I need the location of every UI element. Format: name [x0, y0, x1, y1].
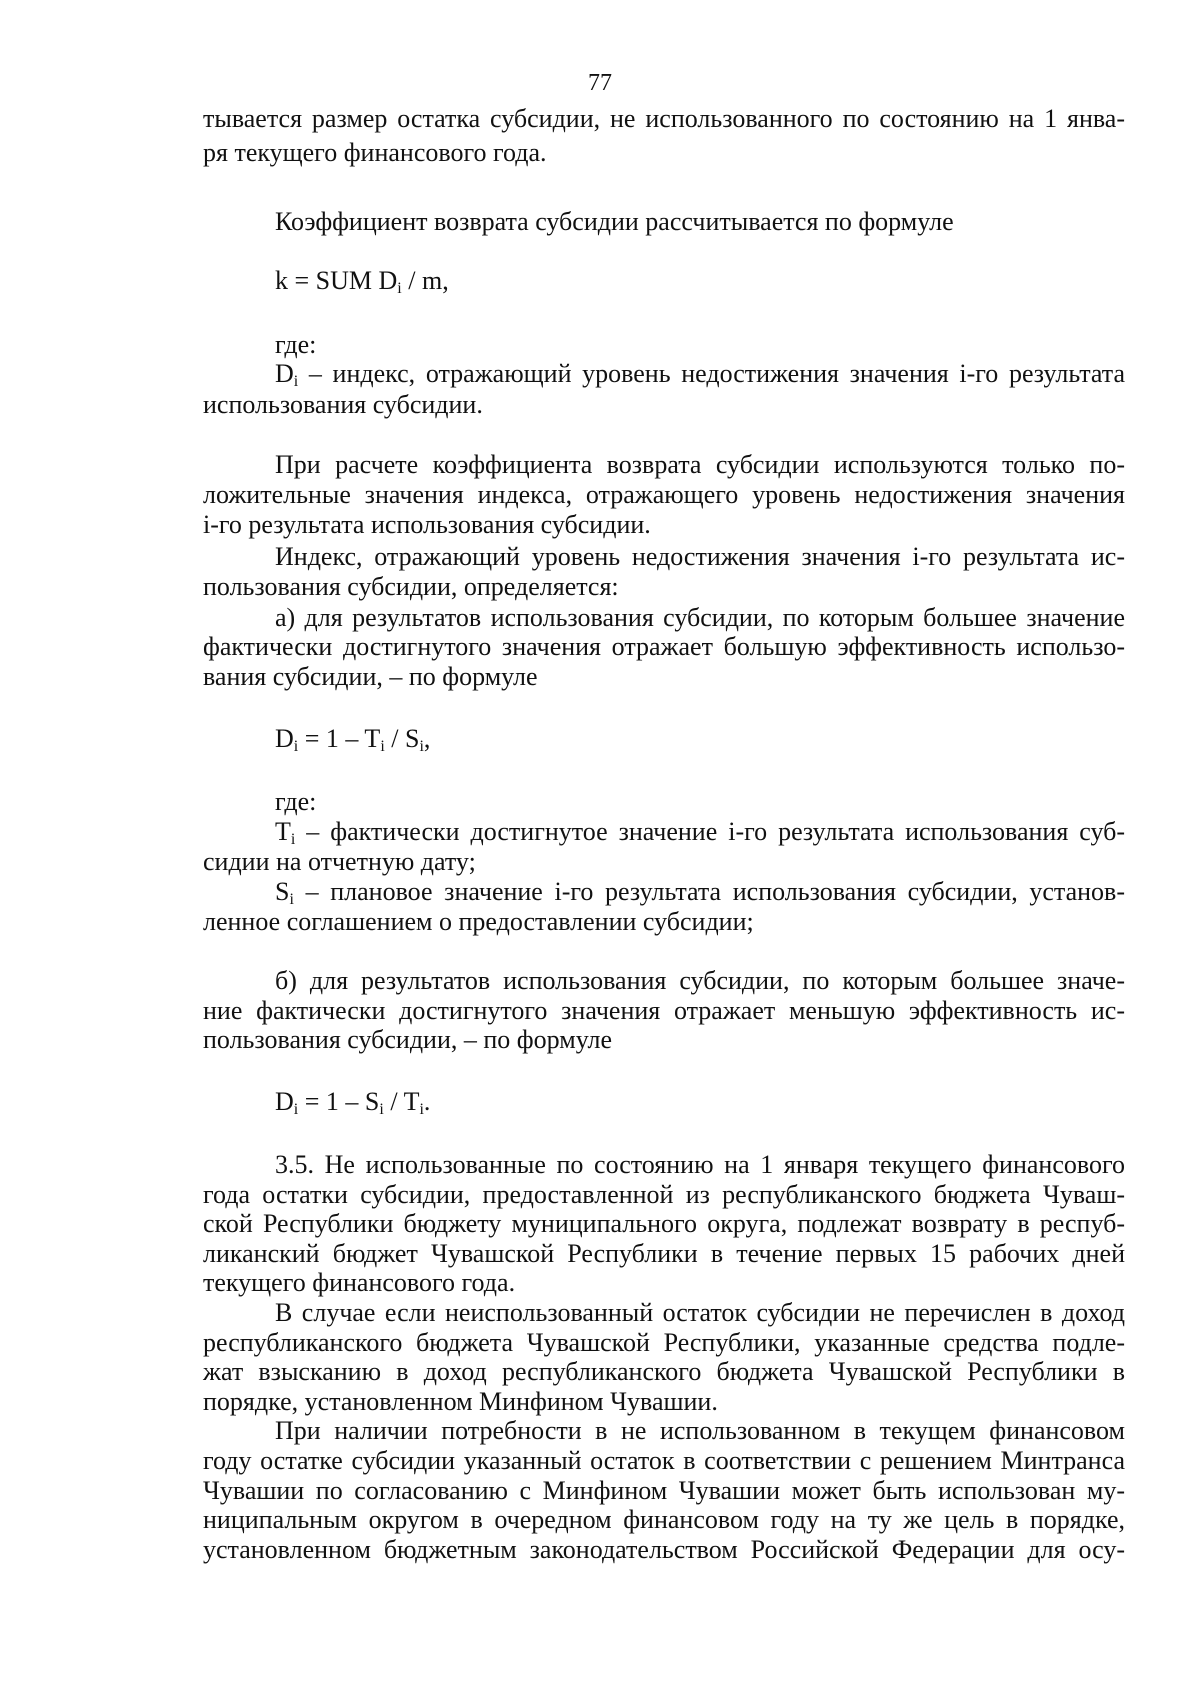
paragraph-line: ниципальным округом в очередном финансовом году на ту же цель в порядке, — [203, 1505, 1125, 1534]
formula-di-a: $D_i = 1 - T_i / S_i$, — [275, 724, 431, 755]
paragraph-line: года остатки субсидии, предоставленной из республиканского бюджета Чуваш- — [203, 1180, 1125, 1209]
paragraph-line: использования субсидии. — [203, 390, 483, 419]
paragraph-line: республиканского бюджета Чувашской Республики, указанные средства подле- — [203, 1328, 1125, 1357]
paragraph-line: сидии на отчетную дату; — [203, 847, 476, 876]
paragraph-line: жат взысканию в доход республиканского бюджета Чувашской Республики в — [203, 1357, 1125, 1386]
paragraph-line: фактически достигнутого значения отражает большую эффективность использо- — [203, 632, 1125, 661]
paragraph-line: пользования субсидии, – по формуле — [203, 1025, 613, 1054]
page-number: 77 — [588, 70, 612, 96]
where-label: где: — [275, 787, 317, 816]
paragraph-line: i-го результата использования субсидии. — [203, 510, 651, 539]
paragraph-line: ложительные значения индекса, отражающего уровень недостижения значения — [203, 480, 1125, 509]
paragraph-line: ской Республики бюджету муниципального округа, подлежат возврату в респуб- — [203, 1209, 1125, 1238]
paragraph-line: текущего финансового года. — [203, 1268, 516, 1297]
paragraph-line: тывается размер остатка субсидии, не использованного по состоянию на 1 янва- — [203, 104, 1125, 133]
paragraph-line: При наличии потребности в не использованном в текущем финансовом — [275, 1416, 1125, 1445]
formula-k: k = SUM $D_i$ / m, — [275, 266, 449, 297]
paragraph-line: ря текущего финансового года. — [203, 138, 547, 167]
paragraph-line: ние фактически достигнутого значения отражает меньшую эффективность ис- — [203, 996, 1125, 1025]
paragraph-line: Чувашии по согласованию с Минфином Чувашии может быть использован му- — [203, 1476, 1125, 1505]
di-definition: $D_i$ – индекс, отражающий уровень недостижения значения i-го результата — [275, 359, 1125, 390]
paragraph-line: пользования субсидии, определяется: — [203, 572, 619, 601]
paragraph-line: ликанский бюджет Чувашской Республики в течение первых 15 рабочих дней — [203, 1239, 1125, 1268]
paragraph-line: В случае если неиспользованный остаток субсидии не перечислен в доход — [275, 1298, 1125, 1327]
paragraph-line: порядке, установленном Минфином Чувашии. — [203, 1387, 718, 1416]
paragraph-line: б) для результатов использования субсидии, по которым большее значе- — [275, 966, 1125, 995]
formula-di-b: $D_i = 1 - S_i / T_i$. — [275, 1087, 431, 1118]
paragraph-line: Индекс, отражающий уровень недостижения значения i-го результата ис- — [275, 542, 1125, 571]
where-label: где: — [275, 330, 317, 359]
paragraph-line: вания субсидии, – по формуле — [203, 662, 538, 691]
paragraph-line: При расчете коэффициента возврата субсидии используются только по- — [275, 450, 1125, 479]
ti-definition: $T_i$ – фактически достигнутое значение i-го результата использования суб- — [275, 817, 1125, 848]
si-definition: $S_i$ – плановое значение i-го результата использования субсидии, установ- — [275, 877, 1125, 908]
paragraph-line: 3.5. Не использованные по состоянию на 1 января текущего финансового — [275, 1150, 1125, 1179]
paragraph-line: установленном бюджетным законодательством Российской Федерации для осу- — [203, 1535, 1125, 1564]
coefficient-intro: Коэффициент возврата субсидии рассчитывается по формуле — [275, 207, 954, 236]
paragraph-line: ленное соглашением о предоставлении субсидии; — [203, 907, 754, 936]
paragraph-line: а) для результатов использования субсидии, по которым большее значение — [275, 603, 1125, 632]
paragraph-line: году остатке субсидии указанный остаток в соответствии с решением Минтранса — [203, 1446, 1125, 1475]
